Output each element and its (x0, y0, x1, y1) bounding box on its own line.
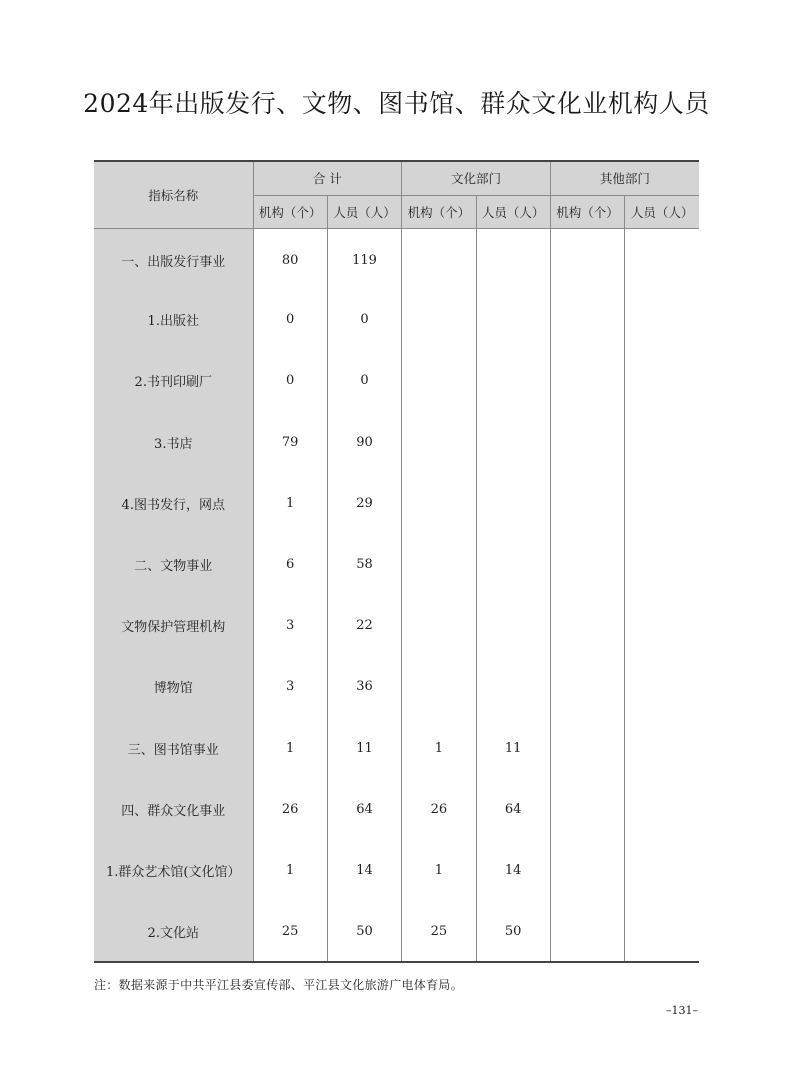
table-cell (402, 656, 476, 717)
group-header-other-dept: 其他部门 (550, 161, 699, 195)
table-cell (550, 473, 624, 534)
table-cell (550, 412, 624, 473)
table-cell (625, 412, 699, 473)
table-row (94, 595, 699, 656)
table-cell: 64 (327, 779, 401, 840)
table-cell: 3 (253, 656, 327, 717)
table-cell: 80 (253, 228, 327, 289)
table-cell: 11 (476, 718, 550, 779)
table-cell (625, 534, 699, 595)
table-cell: 25 (402, 901, 476, 962)
table-cell: 50 (327, 901, 401, 962)
table-row (94, 473, 699, 534)
row-label: 1.群众艺术馆(文化馆） (94, 840, 253, 901)
subheader-institutions: 机构（个） (253, 195, 327, 228)
row-header-indicator-name: 指标名称 (94, 161, 253, 228)
table-cell (550, 534, 624, 595)
table-cell: 0 (253, 289, 327, 350)
table-cell (550, 840, 624, 901)
table-cell: 29 (327, 473, 401, 534)
table-cell: 0 (327, 350, 401, 411)
row-label: 文物保护管理机构 (94, 595, 253, 656)
table-cell (402, 228, 476, 289)
table-cell (476, 412, 550, 473)
row-label: 博物馆 (94, 656, 253, 717)
table-cell (550, 779, 624, 840)
row-label: 二、文物事业 (94, 534, 253, 595)
table-cell (402, 289, 476, 350)
table-cell: 1 (253, 473, 327, 534)
statistics-table (94, 160, 699, 963)
table-cell (550, 228, 624, 289)
table-row (94, 350, 699, 411)
table-cell (625, 656, 699, 717)
table-cell: 1 (402, 840, 476, 901)
table-cell (476, 534, 550, 595)
table-cell: 58 (327, 534, 401, 595)
table-cell (625, 289, 699, 350)
table-cell (625, 473, 699, 534)
table-cell (476, 656, 550, 717)
table-cell: 22 (327, 595, 401, 656)
table-cell: 0 (327, 289, 401, 350)
table-cell: 14 (476, 840, 550, 901)
table-cell (550, 595, 624, 656)
row-label: 4.图书发行，网点 (94, 473, 253, 534)
row-label: 四、群众文化事业 (94, 779, 253, 840)
table-cell (625, 350, 699, 411)
table-cell (625, 228, 699, 289)
table-row (94, 289, 699, 350)
table-cell (550, 289, 624, 350)
table-cell: 3 (253, 595, 327, 656)
table-cell: 119 (327, 228, 401, 289)
table-cell: 25 (253, 901, 327, 962)
source-note: 注：数据来源于中共平江县委宣传部、平江县文化旅游广电体育局。 (94, 978, 464, 992)
row-label: 3.书店 (94, 412, 253, 473)
table-cell (476, 228, 550, 289)
table-cell (625, 901, 699, 962)
table-cell: 1 (253, 840, 327, 901)
table-cell: 0 (253, 350, 327, 411)
table-cell: 90 (327, 412, 401, 473)
table-body (94, 228, 699, 962)
table-cell (402, 412, 476, 473)
table-cell (625, 840, 699, 901)
table-cell (402, 595, 476, 656)
page-number: –131– (666, 1004, 698, 1017)
table-row (94, 901, 699, 962)
table-cell (476, 350, 550, 411)
table-cell: 1 (402, 718, 476, 779)
table-cell (476, 289, 550, 350)
row-label: 2.文化站 (94, 901, 253, 962)
table-cell: 79 (253, 412, 327, 473)
table-row (94, 718, 699, 779)
table-row (94, 228, 699, 289)
table-cell (550, 718, 624, 779)
row-label: 一、出版发行事业 (94, 228, 253, 289)
table-row (94, 656, 699, 717)
table-cell: 64 (476, 779, 550, 840)
table-row (94, 840, 699, 901)
table-cell: 1 (253, 718, 327, 779)
table-cell: 11 (327, 718, 401, 779)
table-row (94, 534, 699, 595)
table-cell: 6 (253, 534, 327, 595)
table-cell: 26 (253, 779, 327, 840)
table-cell (402, 534, 476, 595)
group-header-total: 合 计 (253, 161, 402, 195)
table-cell (402, 350, 476, 411)
table-cell (476, 473, 550, 534)
table-cell (550, 656, 624, 717)
subheader-institutions: 机构（个） (550, 195, 624, 228)
table-cell (625, 718, 699, 779)
subheader-personnel: 人员（人） (625, 195, 699, 228)
row-label: 1.出版社 (94, 289, 253, 350)
subheader-personnel: 人员（人） (327, 195, 401, 228)
subheader-personnel: 人员（人） (476, 195, 550, 228)
table-cell (550, 901, 624, 962)
subheader-institutions: 机构（个） (402, 195, 476, 228)
table-cell (625, 779, 699, 840)
table-cell: 50 (476, 901, 550, 962)
table-cell: 14 (327, 840, 401, 901)
table-cell (402, 473, 476, 534)
table-row (94, 779, 699, 840)
row-label: 2.书刊印刷厂 (94, 350, 253, 411)
row-label: 三、图书馆事业 (94, 718, 253, 779)
page-title: 2024年出版发行、文物、图书馆、群众文化业机构人员 (83, 89, 710, 118)
group-header-culture-dept: 文化部门 (402, 161, 551, 195)
table-cell (476, 595, 550, 656)
table-cell (550, 350, 624, 411)
table-cell: 26 (402, 779, 476, 840)
table-cell (625, 595, 699, 656)
table-cell: 36 (327, 656, 401, 717)
table-row (94, 412, 699, 473)
